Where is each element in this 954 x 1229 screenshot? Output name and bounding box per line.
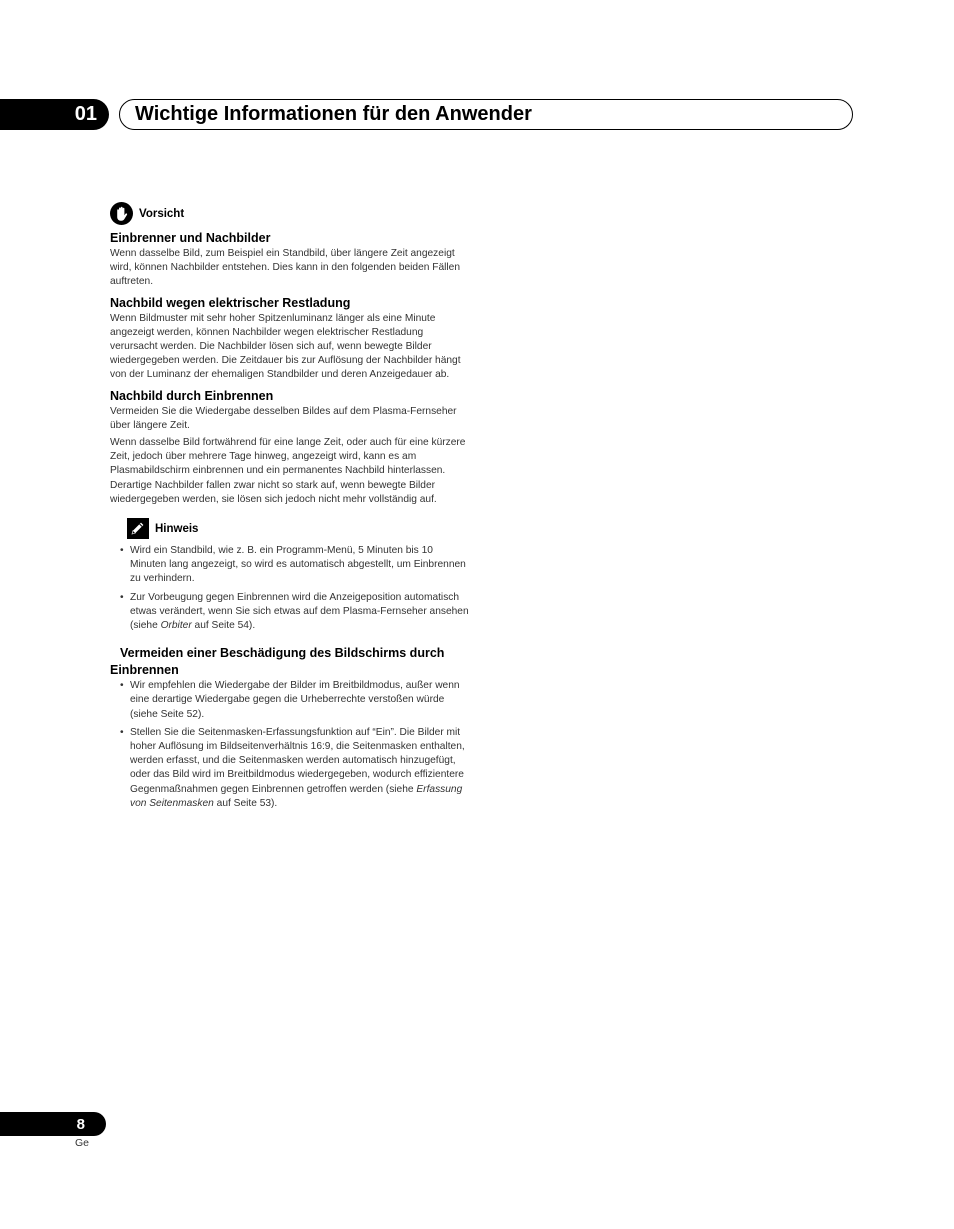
cross-reference: Orbiter bbox=[160, 620, 192, 632]
note-label: Hinweis bbox=[155, 522, 199, 535]
note-list bbox=[110, 544, 470, 633]
language-code: Ge bbox=[75, 1137, 90, 1149]
caution-callout bbox=[110, 202, 470, 225]
chapter-title-box bbox=[119, 99, 853, 130]
paragraph: Wenn dasselbe Bild fortwährend für eine lange Zeit, oder auch für eine kürzere Zeit, jedoch über mehrere Tage hinweg, angezeigt wird, kann es am Plasmabildschirm einbrennen und ein permanentes Nachbild hinterlassen. Derartige Nachbilder fallen zwar nicht so stark auf, wenn bewegte Bilder wiedergegeben werden, sie lösen sich jedoch nicht mehr vollständig auf. bbox=[110, 437, 466, 505]
note-block bbox=[110, 518, 470, 539]
chapter-title: Wichtige Informationen für den Anwender bbox=[135, 103, 532, 125]
chapter-number-tab bbox=[0, 99, 109, 130]
page-number: 8 bbox=[76, 1115, 85, 1133]
section-heading: Nachbild wegen elektrischer Restladung bbox=[110, 295, 351, 310]
prevention-list bbox=[110, 679, 470, 811]
pencil-note-icon bbox=[127, 518, 149, 539]
list-item: • Wir empfehlen die Wiedergabe der Bilder im Breitbildmodus, außer wenn eine derartige Wiedergabe gegen die Urheberrechte verstoßen würde (siehe Seite 52). bbox=[130, 679, 470, 722]
section-heading: Nachbild durch Einbrennen bbox=[110, 388, 274, 403]
list-item: • Wird ein Standbild, wie z. B. ein Programm-Menü, 5 Minuten bis 10 Minuten lang angezeigt, so wird es automatisch abgestellt, um Einbrennen zu verhindern. bbox=[130, 544, 470, 587]
list-item: • Stellen Sie die Seitenmasken-Erfassungsfunktion auf “Ein”. Die Bilder mit hoher Auflösung im Bildseitenverhältnis 16:9, die Seitenmasken enthalten, werden erfasst, und die Seitenmasken werden automatisch hinzugefügt, oder das Bild wird im Breitbildmodus wiedergegeben, wodurch effizientere Gegenmaßnahmen gegen Einbrennen getroffen werden (siehe Erfassung von Seitenmasken auf Seite 53). bbox=[130, 726, 470, 811]
paragraph: Wenn dasselbe Bild, zum Beispiel ein Standbild, über längere Zeit angezeigt wird, können Nachbilder entstehen. Dies kann in den folgenden beiden Fällen auftreten. bbox=[110, 248, 461, 288]
caution-label: Vorsicht bbox=[139, 207, 185, 220]
hand-stop-icon bbox=[110, 202, 133, 225]
page-number-tab bbox=[0, 1112, 106, 1136]
section-heading: Vermeiden einer Beschädigung des Bildschirms durch Einbrennen bbox=[110, 646, 445, 678]
main-content bbox=[110, 202, 470, 815]
list-item: • Zur Vorbeugung gegen Einbrennen wird die Anzeigeposition automatisch etwas verändert, wenn Sie sich etwas auf dem Plasma-Fernseher ansehen (siehe Orbiter auf Seite 54). bbox=[130, 591, 470, 634]
note-callout bbox=[127, 518, 470, 539]
paragraph: Wenn Bildmuster mit sehr hoher Spitzenluminanz länger als eine Minute angezeigt werden, können Nachbilder wegen elektrischer Restladung verursacht werden. Die Nachbilder lösen sich auf, wenn bewegte Bilder wiedergegeben werden. Die Zeitdauer bis zur Auflösung der Nachbilder hängt von der Luminanz der ehemaligen Standbilder und deren Anzeigedauer ab. bbox=[110, 312, 461, 381]
chapter-number: 01 bbox=[74, 103, 97, 125]
paragraph: Vermeiden Sie die Wiedergabe desselben Bildes auf dem Plasma-Fernseher über längere Zeit. bbox=[110, 405, 457, 431]
cross-reference: Erfassung von Seitenmasken bbox=[130, 783, 463, 809]
section-heading: Einbrenner und Nachbilder bbox=[110, 231, 271, 245]
